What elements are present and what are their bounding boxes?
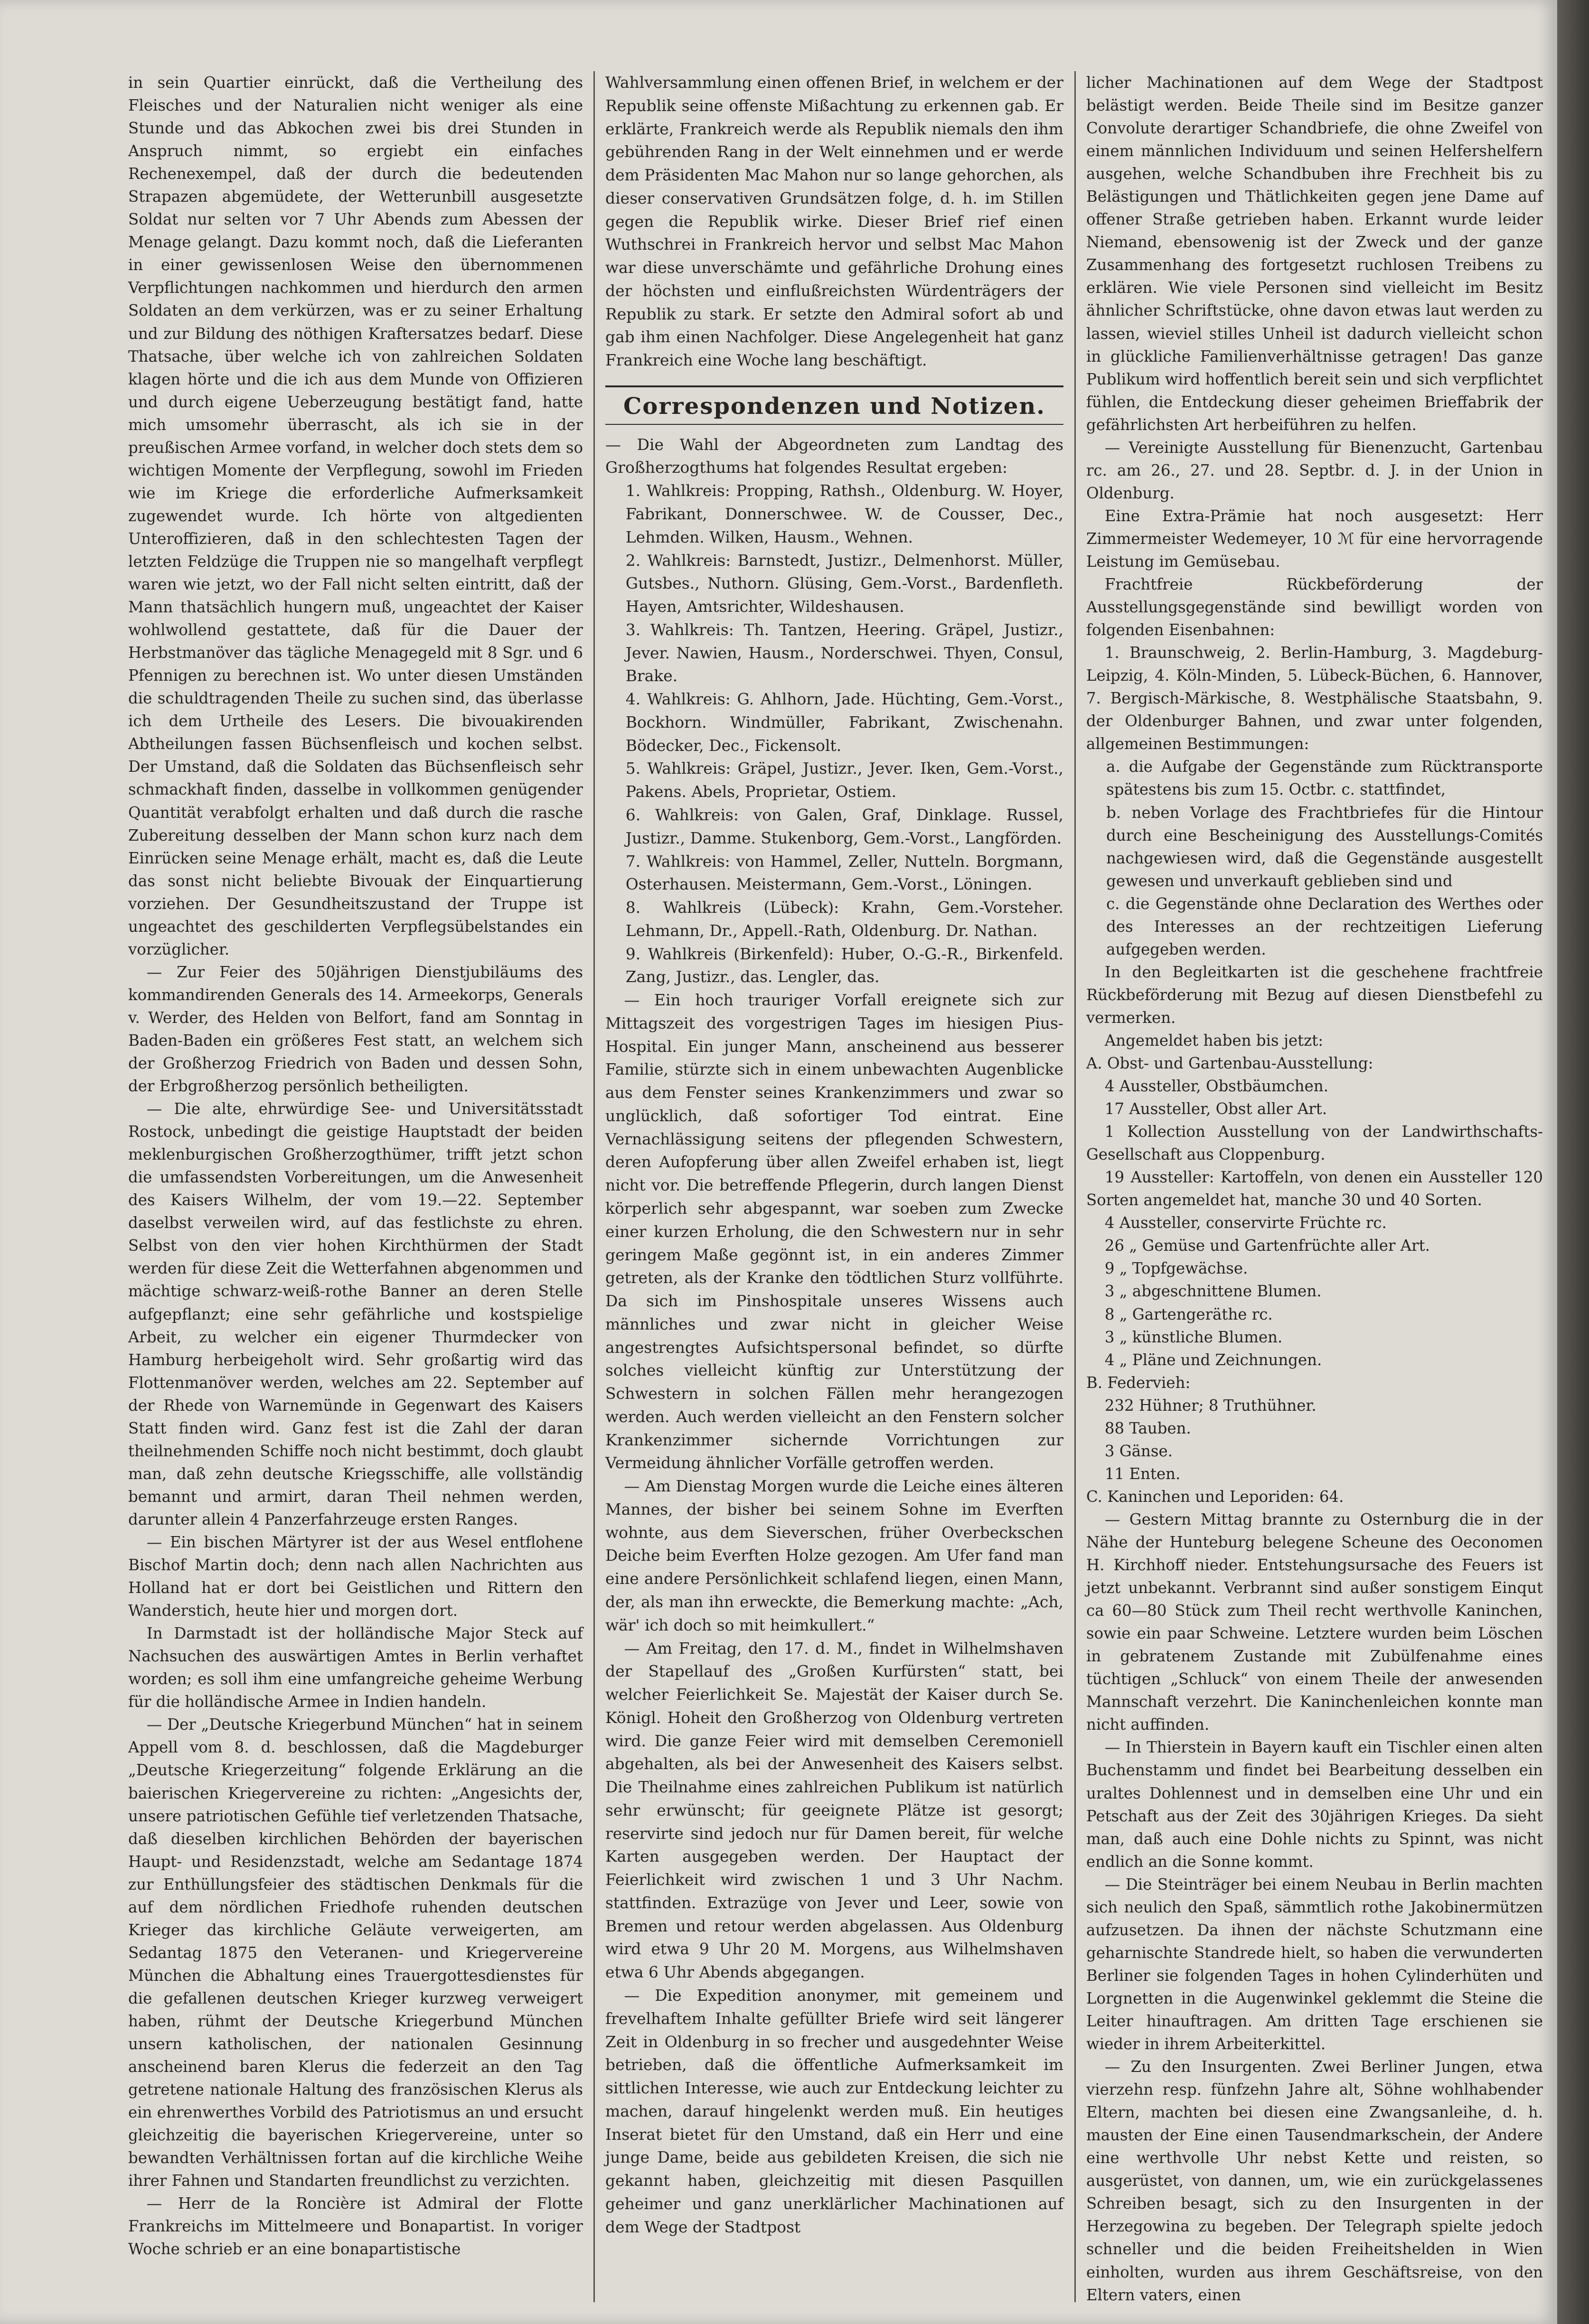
anmeldung-a-2: 17 Aussteller, Obst aller Art. [1104,1100,1327,1118]
article-darmstadt: In Darmstadt ist der holländische Major Steck auf Nachsuchen des auswärtigen Amtes in Berlin verhaftet worden; es soll ihm eine umfangreiche geheime Werbung für die holländische Armee in Indien handeln. [128,1624,583,1711]
anmeldung-b-label: B. Federvieh: [1086,1373,1191,1392]
section-heading: Correspondenzen und Notizen. [605,385,1063,425]
article-osternburg-brand: — Gestern Mittag brannte zu Osternburg die in der Nähe der Hunteburg belegene Scheune des Oeconomen H. Kirchhoff nieder. Entstehungsursache des Feuers ist jetzt unbekannt. Verbrannt sind außer sonstigem Einqut ca 60—80 Stück zum Theil recht werthvolle Kaninchen, sowie ein paar Schweine. Letztere wurden beim Löschen in gebratenem Zustande mit Zubülfenahme eines tüchtigen „Schluck“ von einem Theile der anwesenden Mannschaft verzehrt. Die Kaninchenleichen konnte man nicht auffinden. [1086,1510,1543,1734]
wahlkreis-7: 7. Wahlkreis: von Hammel, Zeller, Nutteln. Borgmann, Osterhausen. Meistermann, Gem.-Vorst., Löningen. [625,852,1063,894]
anmeldung-a-label: A. Obst- und Gartenbau-Ausstellung: [1086,1054,1373,1073]
article-trauriger-vorfall: — Ein hoch trauriger Vorfall ereignete sich zur Mittagszeit des vorgestrigen Tages im hiesigen Pius-Hospital. Ein junger Mann, anscheinend aus besserer Familie, stürzte sich in einem unbewachten Augenblicke aus dem Fenster seines Krankenzimmers und zwar so unglücklich, daß sofortiger Tod eintrat. Eine Vernachlässigung seitens der pflegenden Schwestern, deren Aufopferung über allen Zweifel erhaben ist, liegt nicht vor. Die betreffende Pflegerin, durch langen Dienst körperlich sehr abgespannt, war soeben zum Zwecke einer kurzen Erholung, die den Schwestern nur in sehr geringem Maße gegönnt ist, in ein anderes Zimmer getreten, als der Kranke den tödtlichen Sturz vollführte. Da sich im Pinshospitale unseres Wissens auch männliches und zwar nicht in gleicher Weise angestrengtes Aufsichtspersonal befindet, so dürfte solches vielleicht künftig zur Unterstützung der Schwestern in solchen Fällen mehr herangezogen werden. Auch werden vielleicht an den Fenstern solcher Krankenzimmer sichernde Vorrichtungen zur Vermeidung ähnlicher Vorfälle getroffen werden. [605,991,1063,1472]
anmeldung-b-1: 232 Hühner; 8 Truthühner. [1104,1396,1316,1415]
anmeldung-a-1: 4 Aussteller, Obstbäumchen. [1104,1077,1328,1096]
article-leiche: — Am Dienstag Morgen wurde die Leiche eines älteren Mannes, der bisher bei seinem Sohne im Everften wohnte, aus dem Sieverschen, früher Overbeckschen Deiche beim Everften Holze gezogen. Am Ufer fand man eine andere Persönlichkeit schlafend liegen, einen Mann, der, als man ihn erweckte, die Bemerkung machte: „Ach, wär' ich doch so mit heimkullert.“ [605,1477,1063,1634]
anmeldung-a-5: 4 Aussteller, conservirte Früchte rc. [1104,1214,1387,1232]
anmeldung-b-4: 11 Enten. [1104,1464,1181,1483]
article-landtag-wahl: — Die Wahl der Abgeordneten zum Landtag des Großherzogthums hat folgendes Resultat ergeben: [605,435,1063,477]
wahlkreis-2: 2. Wahlkreis: Barnstedt, Justizr., Delmenhorst. Müller, Gutsbes., Nuthorn. Glüsing, Gem.-Vorst., Bardenfleth. Hayen, Amtsrichter, Wildeshausen. [625,551,1063,616]
anmeldung-b-2: 88 Tauben. [1104,1419,1191,1437]
anmeldung-a-10: 3 „ künstliche Blumen. [1104,1328,1283,1346]
article-stapellauf: — Am Freitag, den 17. d. M., findet in Wilhelmshaven der Stapellauf des „Großen Kurfürsten“ statt, bei welcher Feierlichkeit Se. Majestät der Kaiser durch Se. Königl. Hoheit den Großherzog von Oldenburg vertreten wird. Die ganze Feier wird mit demselben Ceremoniell abgehalten, als bei der Anwesenheit des Kaisers selbst. Die Theilnahme eines zahlreichen Publikum ist natürlich sehr erwünscht; für geeignete Plätze ist gesorgt; reservirte sind jedoch nur für Damen bereit, für welche Karten ausgegeben werden. Der Hauptact der Feierlichkeit wird zwischen 1 und 3 Uhr Nachm. stattfinden. Extrazüge von Jever und Leer, sowie von Bremen und retour werden abgelassen. Aus Oldenburg wird etwa 9 Uhr 20 M. Morgens, aus Wilhelmshaven etwa 6 Uhr Abends abgegangen. [605,1639,1063,1982]
wahlkreis-3: 3. Wahlkreis: Th. Tantzen, Heering. Gräpel, Justizr., Jever. Nawien, Hausm., Norderschwei. Thyen, Consul, Brake. [625,620,1063,685]
article-kriegerbund: — Der „Deutsche Kriegerbund München“ hat in seinem Appell vom 8. d. beschlossen, daß die Magdeburger „Deutsche Kriegerzeitung“ folgende Erklärung an die baierischen Kriegervereine zu richten: „Angesichts der, unsere patriotischen Gefühle tief verletzenden Thatsache, daß dieselben kirchlichen Behörden der bayerischen Haupt- und Residenzstadt, welche am Sedantage 1874 zur Enthüllungsfeier des städtischen Denkmals für die auf dem nördlichen Friedhofe ruhenden deutschen Krieger das kirchliche Geläute verweigerten, am Sedantag 1875 den Veteranen- und Kriegervereine München die Abhaltung eines Trauergottesdienstes für die gefallenen deutschen Krieger kurzweg verweigert haben, rühmt der Deutsche Kriegerbund München unsern katholischen, der nationalen Gesinnung anscheinend baren Klerus die federzeit an den Tag getretene nationale Haltung des französischen Klerus als ein ehrenwerthes Vorbild des Patriotismus an und ersucht gleichzeitig die bayerischen Kriegervereine, unter so bewandten Verhältnissen fortan auf die kirchliche Weihe ihrer Fahnen und Standarten freundlichst zu verzichten. [128,1715,583,2190]
article-admiral: — Herr de la Roncière ist Admiral der Flotte Frankreichs im Mittelmeere und Bonapartist. In voriger Woche schrieb er an eine bonapartistische [128,2194,583,2258]
wahlkreis-9: 9. Wahlkreis (Birkenfeld): Huber, O.-G.-R., Birkenfeld. Zang, Justizr., das. Lengler, das. [625,944,1063,986]
ausstellung-begleitkarten: In den Begleitkarten ist die geschehene frachtfreie Rückbeförderung mit Bezug auf diesen Dienstbefehl zu vermerken. [1086,963,1543,1027]
article-briefe: — Die Expedition anonymer, mit gemeinem und frevelhaftem Inhalte gefüllter Briefe wird seit längerer Zeit in Oldenburg in so frecher und ausgedehnter Weise betrieben, daß die öffentliche Aufmerksamkeit im sittlichen Interesse, wie auch zur Entdeckung leichter zu machen, darauf hingelenkt werden muß. Ein heutiges Inserat bietet für den Umstand, daß ein Herr und eine junge Dame, beide aus gebildeten Kreisen, die sich nie gekannt haben, gleichzeitig mit diesen Pasquillen geheimer und ganz unerklärlicher Machinationen auf dem Wege der Stadtpost [605,1986,1063,2236]
article-dohlennest: — In Thierstein in Bayern kauft ein Tischler einen alten Buchenstamm und findet bei Bearbeitung desselben ein uraltes Dohlennest und in demselben eine Uhr und ein Petschaft aus der Zeit des 30jährigen Krieges. Da sieht man, daß auch eine Dohle nichts zu Spinnt, was nicht endlich an die Sonne kommt. [1086,1738,1543,1871]
anmeldung-a-3: 1 Kollection Ausstellung von der Landwirthschafts-Gesellschaft aus Cloppenburg. [1086,1123,1543,1164]
anmeldung-a-9: 8 „ Gartengeräthe rc. [1104,1305,1273,1323]
bestimmung-c: c. die Gegenstände ohne Declaration des Werthes oder des Interesses an der rechtzeitigen Lieferung aufgegeben werden. [1106,894,1543,958]
article-verpflegung: in sein Quartier einrückt, daß die Vertheilung des Fleisches und der Naturalien nicht weniger als eine Stunde und das Abkochen zwei bis drei Stunden in Anspruch nimmt, so ergiebt ein einfaches Rechenexempel, daß der durch die bedeutenden Strapazen abgemüdete, der Wetterunbill ausgesetzte Soldat nur selten vor 7 Uhr Abends zum Abessen der Menage gelangt. Dazu kommt noch, daß die Lieferanten in einer gewissenlosen Weise den übernommenen Verpflichtungen nachkommen und hierdurch den armen Soldaten an dem verkürzen, was er zu seiner Erhaltung und zur Bildung des nöthigen Kraftersatzes bedarf. Diese Thatsache, über welche ich von zahlreichen Soldaten klagen hörte und die ich aus dem Munde von Offizieren und durch eigene Ueberzeugung bestätigt fand, hatte mich umsomehr überrascht, als ich sie in der preußischen Armee vorfand, in welcher doch stets dem so wichtigen Momente der Verpflegung, sowohl im Frieden wie im Kriege die erforderliche Aufmerksamkeit zugewendet wurde. Ich hörte von altgedienten Unteroffizieren, daß in den schlechtesten Tagen der letzten Feldzüge die Truppen nie so mangelhaft verpflegt waren wie jetzt, wo der Fall nicht selten eintritt, daß der Mann thatsächlich hungern muß, ungeachtet der Kaiser wohlwollend gestattete, daß für die Dauer der Herbstmanöver das tägliche Menagegeld mit 8 Sgr. und 6 Pfennigen zu berechnen ist. Wo unter diesen Umständen die schuldtragenden Theile zu suchen sind, das überlasse ich dem Urtheile des Lesers. Die bivouakirenden Abtheilungen fassen Büchsenfleisch und kochen selbst. Der Umstand, daß die Soldaten das Büchsenfleisch sehr schmackhaft finden, dasselbe in vollkommen genügender Quantität verabfolgt erhalten und daß durch die rasche Zubereitung desselben der Mann schon kurz nach dem Einrücken seine Menage erhält, macht es, daß die Leute das sonst nicht beliebte Bivouak der Einquartierung vorziehen. Der Gesundheitszustand der Truppe ist ungeachtet des geschilderten Verpflegsübelstandes ein vorzüglicher. [128,74,583,958]
column-right [1086,71,1543,2306]
column-rule-left [593,71,595,2302]
article-rostock: — Die alte, ehrwürdige See- und Universitätsstadt Rostock, unbedingt die geistige Hauptstadt der beiden meklenburgischen Großherzogthümer, trifft jetzt schon die umfassendsten Vorbereitungen, um die Anwesenheit des Kaisers Wilhelm, der vom 19.—22. September daselbst verweilen wird, auf das festlichste zu ehren. Selbst von den vier hohen Kirchthürmen der Stadt werden für diese Zeit die Wetterfahnen abgenommen und mächtige schwarz-weiß-rothe Banner an deren Stelle aufgepflanzt; eine sehr gefährliche und kostspielige Arbeit, zu welcher ein eigener Thurmdecker von Hamburg herbeigeholt wird. Sehr großartig wird das Flottenmanöver werden, welches am 22. September auf der Rhede von Warnemünde in Gegenwart des Kaisers Statt finden wird. Ganz fest ist die Zahl der daran theilnehmenden Schiffe noch nicht bestimmt, doch glaubt man, daß zehn deutsche Kriegsschiffe, alle vollständig bemannt und armirt, daran Theil nehmen werden, darunter allein 4 Panzerfahrzeuge ersten Ranges. [128,1100,583,1528]
wahlkreis-4: 4. Wahlkreis: G. Ahlhorn, Jade. Hüchting, Gem.-Vorst., Bockhorn. Windmüller, Fabrikant, Zwischenahn. Bödecker, Dec., Fickensolt. [625,690,1063,755]
article-briefe-continued: licher Machinationen auf dem Wege der Stadtpost belästigt werden. Beide Theile sind im Besitze ganzer Convolute derartiger Schandbriefe, die ohne Zweifel von einem männlichen Individuum und seinen Helfershelfern ausgehen, welche Schandbuben ihre Frechheit bis zu Belästigungen und Thätlichkeiten gegen jene Dame auf offener Straße getrieben haben. Erkannt wurde leider Niemand, ebensowenig ist der Zweck und der ganze Zusammenhang des fortgesetzt ruchlosen Treibens zu erklären. Wie viele Personen sind vielleicht im Besitz ähnlicher Schriftstücke, ohne davon etwas laut werden zu lassen, wieviel stilles Unheil ist dadurch vielleicht schon in glückliche Familienverhältnisse getragen! Das ganze Publikum wird hoffentlich bereit sein und sich verpflichtet fühlen, die Entdeckung dieser geheimen Brieffabrik der gefährlichsten Art herbeiführen zu helfen. [1086,74,1543,434]
article-bischof-martin: — Ein bischen Märtyrer ist der aus Wesel entflohene Bischof Martin doch; denn nach allen Nachrichten aus Holland hat er dort bei Geistlichen und Rittern den Wanderstich, heute hier und morgen dort. [128,1533,583,1620]
article-admiral-continued: Wahlversammlung einen offenen Brief, in welchem er der Republik seine offenste Mißachtung zu erkennen gab. Er erklärte, Frankreich werde als Republik niemals den ihm gebührenden Rang in der Welt einnehmen und er werde dem Präsidenten Mac Mahon nur so lange gehorchen, als dieser conservativen Grundsätzen folge, d. h. im Stillen gegen die Republik wirke. Dieser Brief rief einen Wuthschrei in Frankreich hervor und selbst Mac Mahon war diese unverschämte und gefährliche Drohung eines der höchsten und einflußreichsten Würdenträgers der Republik zu stark. Er setzte den Admiral sofort ab und gab ihm einen Nachfolger. Diese Angelegenheit hat ganz Frankreich eine Woche lang beschäftigt. [605,73,1063,370]
column-rule-right [1074,71,1076,2302]
anmeldung-a-8: 3 „ abgeschnittene Blumen. [1104,1282,1322,1301]
anmeldung-a-7: 9 „ Topfgewächse. [1104,1259,1248,1278]
anmeldung-a-6: 26 „ Gemüse und Gartenfrüchte aller Art. [1104,1237,1430,1255]
article-steintraeger: — Die Steinträger bei einem Neubau in Berlin machten sich neulich den Spaß, sämmtlich rothe Jakobinermützen aufzusetzen. Da ihnen der nächste Schutzmann eine geharnischte Standrede hielt, so haben die verwunderten Berliner sie folgenden Tages in hohen Cylinderhüten und Lorgnetten in die Augenwinkel geklemmt die Steine die Leiter hinauftragen. Am dritten Tage erschienen sie wieder in ihrem Arbeiterkittel. [1086,1875,1543,2053]
ausstellung-praemie: Eine Extra-Prämie hat noch ausgesetzt: Herr Zimmermeister Wedemeyer, 10 ℳ für eine hervorragende Leistung im Gemüsebau. [1086,506,1543,571]
column-left [128,71,583,2261]
ausstellung-bahnen: 1. Braunschweig, 2. Berlin-Hamburg, 3. Magdeburg-Leipzig, 4. Köln-Minden, 5. Lübeck-Büchen, 6. Hannover, 7. Bergisch-Märkische, 8. Westphälische Staatsbahn, 9. der Oldenburger Bahnen, und zwar unter folgenden, allgemeinen Bestimmungen: [1086,644,1543,753]
ausstellung-fracht: Frachtfreie Rückbeförderung der Ausstellungsgegenstände sind bewilligt worden von folgenden Eisenbahnen: [1086,575,1543,639]
anmeldung-a-4: 19 Aussteller: Kartoffeln, von denen ein Aussteller 120 Sorten angemeldet hat, manche 30 und 40 Sorten. [1086,1168,1543,1209]
article-werder-jubilaeum: — Zur Feier des 50jährigen Dienstjubiläums des kommandirenden Generals des 14. Armeekorps, Generals v. Werder, des Helden von Belfort, fand am Sonntag in Baden-Baden ein größeres Fest statt, an welchem sich der Großherzog Friedrich von Baden und dessen Sohn, der Erbgroßherzog persönlich betheiligten. [128,963,583,1096]
anmeldung-a-11: 4 „ Pläne und Zeichnungen. [1104,1350,1322,1369]
wahlkreis-1: 1. Wahlkreis: Propping, Rathsh., Oldenburg. W. Hoyer, Fabrikant, Donnerschwee. W. de Cousser, Dec., Lehmden. Wilken, Hausm., Wehnen. [625,481,1063,546]
column-middle [605,71,1063,2239]
bestimmung-a: a. die Aufgabe der Gegenstände zum Rücktransporte spätestens bis zum 15. Octbr. c. stattfindet, [1106,758,1543,799]
anmeldung-c-label: C. Kaninchen und Leporiden: 64. [1086,1487,1344,1506]
wahlkreis-8: 8. Wahlkreis (Lübeck): Krahn, Gem.-Vorsteher. Lehmann, Dr., Appell.-Rath, Oldenburg. Dr. Nathan. [625,898,1063,940]
anmeldungen-label: Angemeldet haben bis jetzt: [1104,1031,1324,1050]
anmeldung-b-3: 3 Gänse. [1104,1442,1173,1460]
article-insurgenten: — Zu den Insurgenten. Zwei Berliner Jungen, etwa vierzehn resp. fünfzehn Jahre alt, Söhne wohlhabender Eltern, machten bei diesen eine Zwangsanleihe, d. h. mausten der Eine einen Tausendmarkschein, der Andere eine werthvolle Uhr nebst Kette und reisten, so ausgerüstet, von dannen, um, wie ein zurückgelassenes Schreiben besagt, sich zu den Insurgenten in der Herzegowina zu begeben. Der Telegraph spielte jedoch schneller und die beiden Freiheitshelden in Wien einholten, wurden aus ihrem Geschäftsreise, von den Eltern vaters, einen [1086,2058,1543,2304]
article-ausstellung: — Vereinigte Ausstellung für Bienenzucht, Gartenbau rc. am 26., 27. und 28. Septbr. d. J. in der Union in Oldenburg. [1086,438,1543,502]
scan-border [1557,0,1589,2324]
wahlkreis-5: 5. Wahlkreis: Gräpel, Justizr., Jever. Iken, Gem.-Vorst., Pakens. Abels, Proprietar, Ostiem. [625,759,1063,801]
wahlkreis-6: 6. Wahlkreis: von Galen, Graf, Dinklage. Russel, Justizr., Damme. Stukenborg, Gem.-Vorst., Langförden. [625,805,1063,847]
bestimmung-b: b. neben Vorlage des Frachtbriefes für die Hintour durch eine Bescheinigung des Ausstellungs-Comités nachgewiesen wird, daß die Gegenstände ausgestellt gewesen und unverkauft geblieben sind und [1106,803,1543,890]
